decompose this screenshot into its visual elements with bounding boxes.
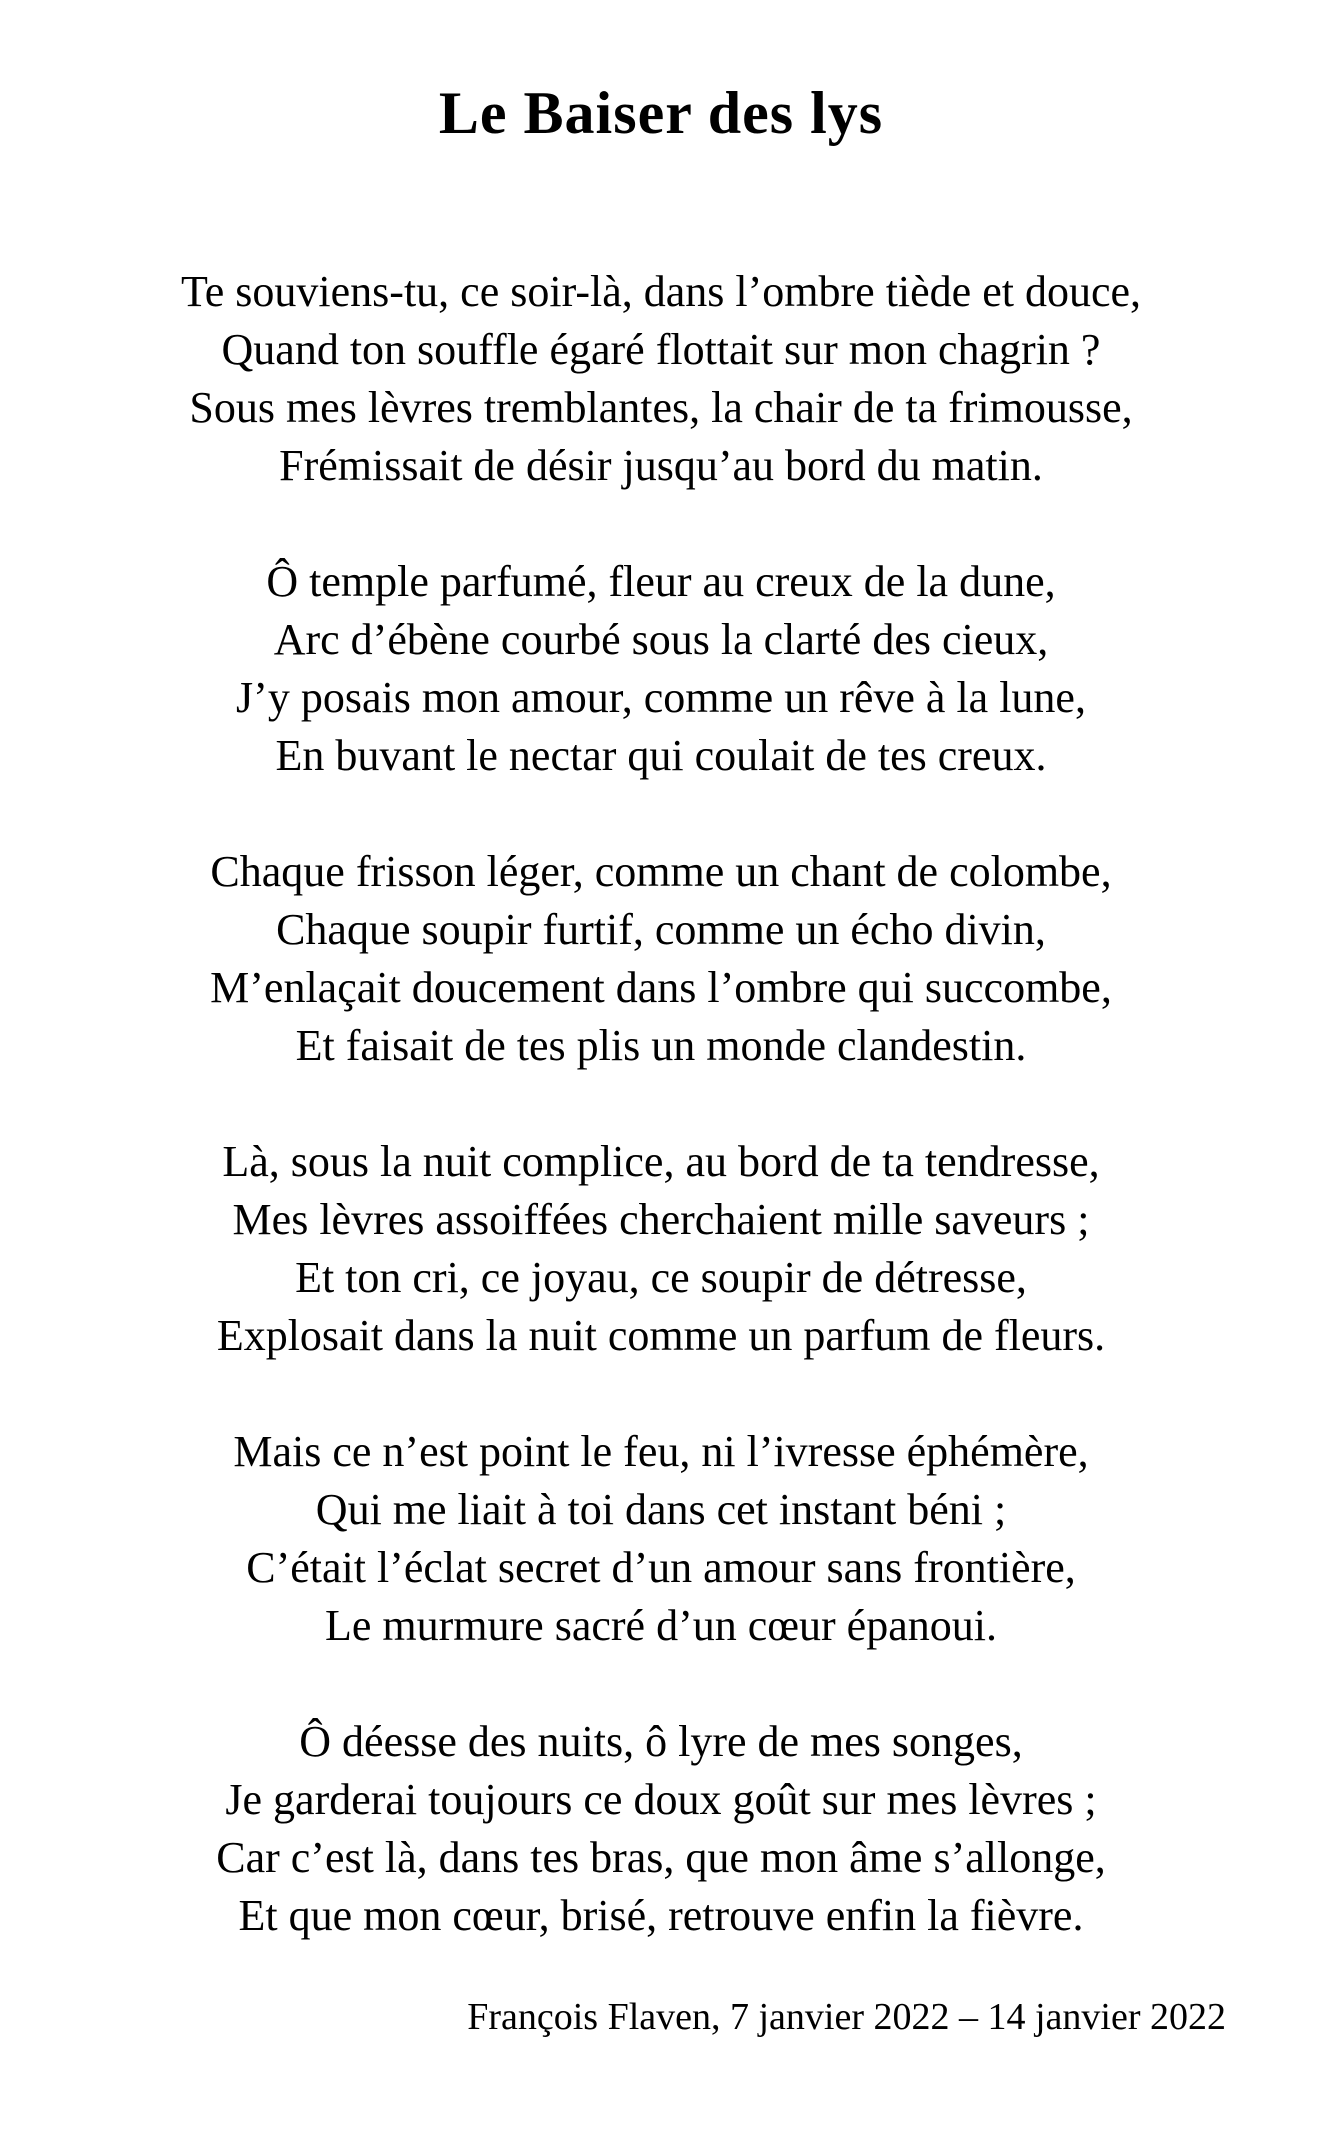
verse-line: Ô déesse des nuits, ô lyre de mes songes, [299,1717,1023,1766]
verse-line: Mais ce n’est point le feu, ni l’ivresse éphémère, [233,1427,1089,1476]
stanza [0,843,1322,1075]
verse-line: Sous mes lèvres tremblantes, la chair de ta frimousse, [189,383,1133,432]
verse-line: M’enlaçait doucement dans l’ombre qui succombe, [210,963,1112,1012]
stanza [0,1423,1322,1655]
verse-line: Car c’est là, dans tes bras, que mon âme s’allonge, [216,1833,1106,1882]
verse-line: Explosait dans la nuit comme un parfum de fleurs. [216,1311,1106,1360]
verse-line: Arc d’ébène courbé sous la clarté des cieux, [273,615,1049,664]
poem-body [0,263,1322,2003]
poem-title: Le Baiser des lys [438,80,884,146]
verse-line: C’était l’éclat secret d’un amour sans frontière, [246,1543,1076,1592]
verse-line: Le murmure sacré d’un cœur épanoui. [325,1601,997,1650]
verse-line: Mes lèvres assoiffées cherchaient mille saveurs ; [232,1195,1090,1244]
verse-line: En buvant le nectar qui coulait de tes creux. [275,731,1047,780]
verse-line: Je garderai toujours ce doux goût sur mes lèvres ; [225,1775,1097,1824]
stanza [0,553,1322,785]
verse-line: Qui me liait à toi dans cet instant béni ; [315,1485,1007,1534]
verse-line: Et faisait de tes plis un monde clandestin. [295,1021,1027,1070]
stanza [0,263,1322,495]
verse-line: Frémissait de désir jusqu’au bord du matin. [279,441,1043,490]
signature: François Flaven, 7 janvier 2022 – 14 janvier 2022 [467,1996,1226,2038]
verse-line: Là, sous la nuit complice, au bord de ta tendresse, [222,1137,1100,1186]
stanza [0,1133,1322,1365]
verse-line: Ô temple parfumé, fleur au creux de la dune, [266,557,1056,606]
verse-line: J’y posais mon amour, comme un rêve à la lune, [236,673,1086,722]
verse-line: Et ton cri, ce joyau, ce soupir de détresse, [295,1253,1027,1302]
verse-line: Quand ton souffle égaré flottait sur mon chagrin ? [221,325,1101,374]
verse-line: Chaque soupir furtif, comme un écho divin, [276,905,1046,954]
stanza [0,1713,1322,1945]
verse-line: Te souviens-tu, ce soir-là, dans l’ombre tiède et douce, [180,267,1142,316]
verse-line: Chaque frisson léger, comme un chant de colombe, [210,847,1112,896]
verse-line: Et que mon cœur, brisé, retrouve enfin la fièvre. [238,1891,1084,1940]
